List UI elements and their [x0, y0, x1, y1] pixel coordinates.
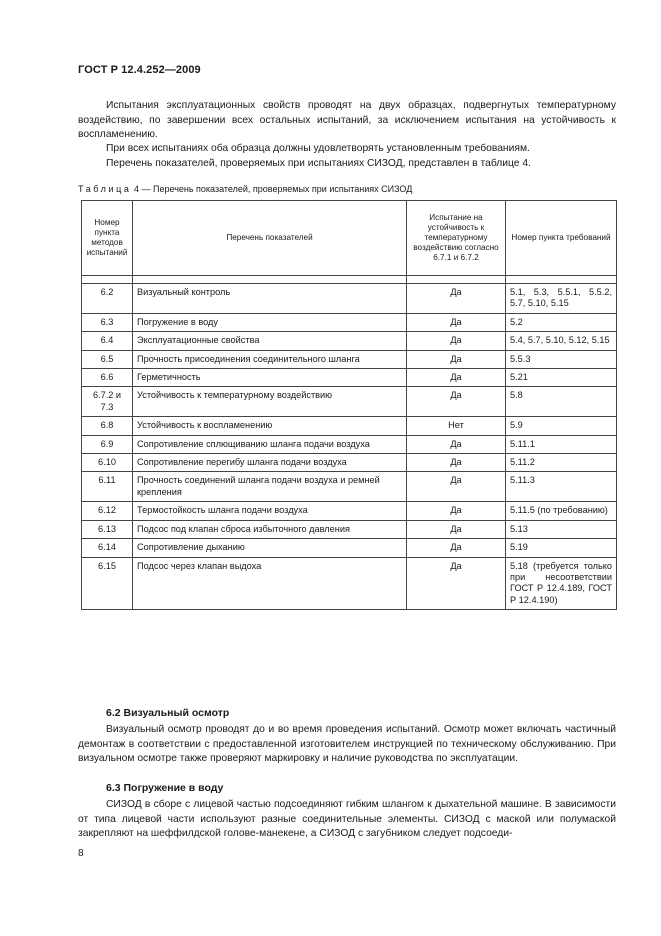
table-row	[82, 417, 617, 435]
section-6-3-title: 6.3 Погружение в воду	[106, 782, 224, 794]
table-header-row	[82, 201, 617, 276]
cell-indicator-name: Подсос через клапан выдоха	[133, 557, 407, 610]
cell-requirement-number: 5.19	[506, 539, 617, 557]
paragraph-table-reference: Перечень показателей, проверяемых при испытаниях СИЗОД, представлен в таблице 4.	[106, 158, 531, 169]
header-requirement-number: Номер пункта требований	[506, 201, 617, 276]
table-row	[82, 313, 617, 331]
cell-method-number: 6.2	[82, 284, 133, 314]
paragraph-requirements: При всех испытаниях оба образца должны удовлетворять установленным требованиям.	[106, 143, 530, 154]
table-caption-prefix: Таблица	[78, 184, 132, 194]
cell-method-number: 6.12	[82, 502, 133, 520]
cell-requirement-number: 5.8	[506, 387, 617, 417]
cell-method-number: 6.4	[82, 332, 133, 350]
cell-indicator-name: Сопротивление дыханию	[133, 539, 407, 557]
table-row	[82, 557, 617, 610]
header-indicators: Перечень показателей	[133, 201, 407, 276]
cell-method-number: 6.11	[82, 472, 133, 502]
cell-temperature-test: Да	[407, 435, 506, 453]
table-row	[82, 350, 617, 368]
section-6-2-text: Визуальный осмотр проводят до и во время проведения испытаний. Осмотр может включать частичный демонтаж в соответствии с предоставленной изготовителем инструкцией по техническому обслуживанию. При визуальном осмотре также проверяют маркировку и наличие руководства по эксплуатации.	[78, 724, 616, 765]
cell-requirement-number: 5.13	[506, 520, 617, 538]
cell-requirement-number: 5.21	[506, 369, 617, 387]
cell-temperature-test: Да	[407, 369, 506, 387]
cell-requirement-number: 5.9	[506, 417, 617, 435]
cell-requirement-number: 5.5.3	[506, 350, 617, 368]
cell-indicator-name: Устойчивость к воспламенению	[133, 417, 407, 435]
cell-temperature-test: Да	[407, 539, 506, 557]
cell-method-number: 6.14	[82, 539, 133, 557]
cell-requirement-number: 5.1, 5.3, 5.5.1, 5.5.2, 5.7, 5.10, 5.15	[506, 284, 617, 314]
cell-indicator-name: Сопротивление перегибу шланга подачи воздуха	[133, 454, 407, 472]
cell-temperature-test: Да	[407, 387, 506, 417]
cell-method-number: 6.13	[82, 520, 133, 538]
cell-method-number: 6.6	[82, 369, 133, 387]
table-row	[82, 454, 617, 472]
section-6-2-title: 6.2 Визуальный осмотр	[106, 707, 230, 719]
cell-temperature-test: Нет	[407, 417, 506, 435]
cell-requirement-number: 5.11.2	[506, 454, 617, 472]
section-6-3-text: СИЗОД в сборе с лицевой частью подсоединяют гибким шлангом к дыхательной машине. В зависимости от типа лицевой части используют разные соединительные элементы. СИЗОД с маской или полумаской закрепляют на шеффилдской голове-манекене, а СИЗОД с загубником следует подсоеди-	[78, 799, 616, 840]
document-header: ГОСТ Р 12.4.252—2009	[78, 64, 201, 76]
table-row	[82, 472, 617, 502]
cell-temperature-test: Да	[407, 520, 506, 538]
cell-requirement-number: 5.11.1	[506, 435, 617, 453]
paragraph-operational-tests: Испытания эксплуатационных свойств проводят на двух образцах, подвергнутых температурному воздействию, по завершении всех остальных испытаний, за исключением испытания на устойчивость к воспламенению.	[78, 100, 616, 141]
cell-temperature-test: Да	[407, 557, 506, 610]
header-method-number: Номер пункта методов испытаний	[82, 201, 133, 276]
cell-indicator-name: Погружение в воду	[133, 313, 407, 331]
table-row	[82, 369, 617, 387]
cell-indicator-name: Сопротивление сплющиванию шланга подачи воздуха	[133, 435, 407, 453]
table-row	[82, 520, 617, 538]
cell-temperature-test: Да	[407, 454, 506, 472]
cell-indicator-name: Визуальный контроль	[133, 284, 407, 314]
cell-requirement-number: 5.2	[506, 313, 617, 331]
cell-method-number: 6.7.2 и 7.3	[82, 387, 133, 417]
cell-temperature-test: Да	[407, 313, 506, 331]
cell-method-number: 6.9	[82, 435, 133, 453]
cell-indicator-name: Герметичность	[133, 369, 407, 387]
table-row	[82, 435, 617, 453]
table-row	[82, 332, 617, 350]
cell-indicator-name: Устойчивость к температурному воздействию	[133, 387, 407, 417]
cell-requirement-number: 5.4, 5.7, 5.10, 5.12, 5.15	[506, 332, 617, 350]
cell-method-number: 6.8	[82, 417, 133, 435]
table-caption-text: 4 — Перечень показателей, проверяемых при испытаниях СИЗОД	[131, 184, 413, 194]
cell-method-number: 6.15	[82, 557, 133, 610]
table-body	[82, 276, 617, 610]
table-row	[82, 502, 617, 520]
cell-temperature-test: Да	[407, 350, 506, 368]
cell-temperature-test: Да	[407, 472, 506, 502]
cell-requirement-number: 5.18 (требуется только при несоответствии ГОСТ Р 12.4.189, ГОСТ Р 12.4.190)	[506, 557, 617, 610]
cell-temperature-test: Да	[407, 502, 506, 520]
page-number: 8	[78, 848, 84, 859]
cell-temperature-test: Да	[407, 332, 506, 350]
cell-method-number: 6.10	[82, 454, 133, 472]
cell-indicator-name: Эксплуатационные свойства	[133, 332, 407, 350]
cell-requirement-number: 5.11.3	[506, 472, 617, 502]
indicators-table	[81, 200, 617, 610]
table-gap-row	[82, 276, 617, 284]
cell-temperature-test: Да	[407, 284, 506, 314]
table-row	[82, 539, 617, 557]
cell-indicator-name: Подсос под клапан сброса избыточного давления	[133, 520, 407, 538]
cell-indicator-name: Прочность соединений шланга подачи воздуха и ремней крепления	[133, 472, 407, 502]
cell-method-number: 6.5	[82, 350, 133, 368]
cell-requirement-number: 5.11.5 (по требованию)	[506, 502, 617, 520]
table-row	[82, 387, 617, 417]
table-caption	[78, 184, 412, 194]
cell-indicator-name: Прочность присоединения соединительного шланга	[133, 350, 407, 368]
header-temperature-test: Испытание на устойчивость к температурному воздействию согласно 6.7.1 и 6.7.2	[407, 201, 506, 276]
table-row	[82, 284, 617, 314]
cell-method-number: 6.3	[82, 313, 133, 331]
cell-indicator-name: Термостойкость шланга подачи воздуха	[133, 502, 407, 520]
